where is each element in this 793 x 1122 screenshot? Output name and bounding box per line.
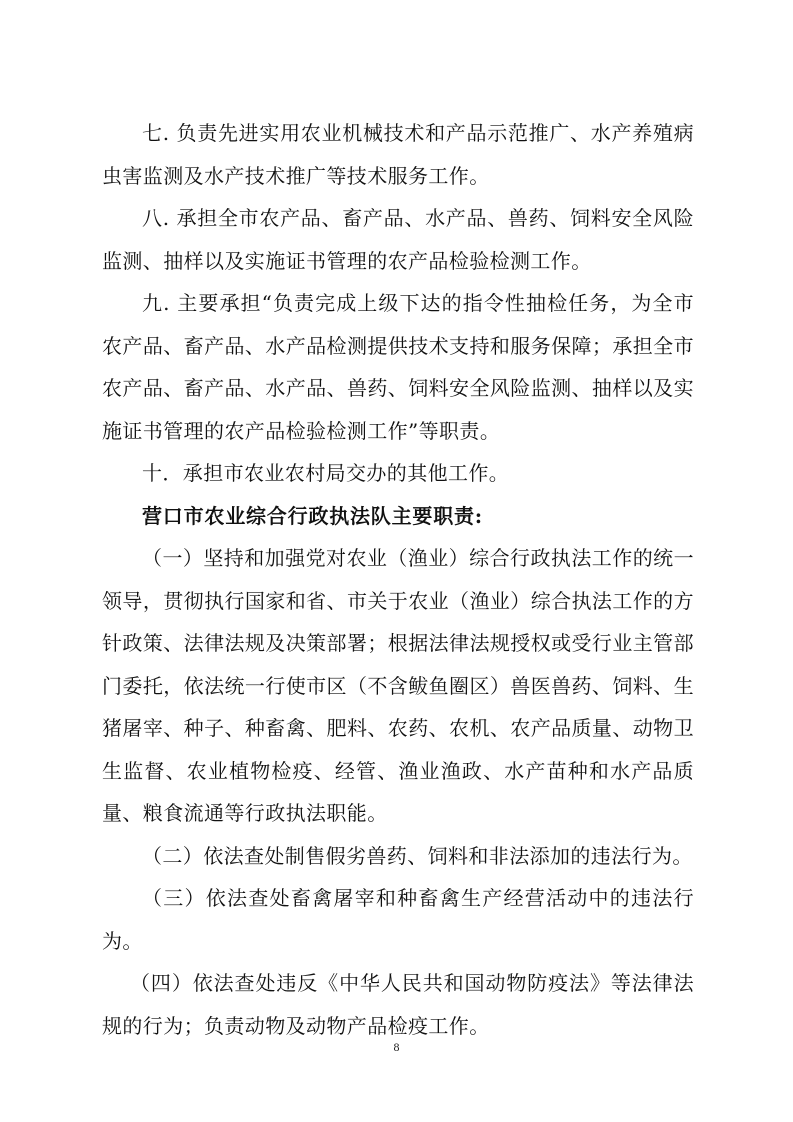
paragraph-item-9: 九. 主要承担“负责完成上级下达的指令性抽检任务，为全市农产品、畜产品、水产品检测提供技术支持和服务保障；承担全市农产品、畜产品、水产品、兽药、饲料安全风险监测、抽样以及实施证书管理的农产品检验检测工作”等职责。 xyxy=(102,291,694,443)
paragraph-item-8: 八. 承担全市农产品、畜产品、水产品、兽药、饲料安全风险监测、抽样以及实施证书管理的农产品检验检测工作。 xyxy=(102,206,694,273)
section-heading: 营口市农业综合行政执法队主要职责: xyxy=(142,503,483,528)
body-text xyxy=(102,112,694,1047)
duty-item-1: （一）坚持和加强党对农业（渔业）综合行政执法工作的统一领导，贯彻执行国家和省、市关于农业（渔业）综合执法工作的方针政策、法律法规及决策部署；根据法律法规授权或受行业主管部门委托，依法统一行使市区（不含鲅鱼圈区）兽医兽药、饲料、生猪屠宰、种子、种畜禽、肥料、农药、农机、农产品质量、动物卫生监督、农业植物检疫、经管、渔业渔政、水产苗种和水产品质量、粮食流通等行政执法职能。 xyxy=(102,546,694,825)
duty-item-4: （四）依法查处违反《中华人民共和国动物防疫法》等法律法规的行为；负责动物及动物产品检疫工作。 xyxy=(102,971,694,1038)
duty-item-2: （二）依法查处制售假劣兽药、饲料和非法添加的违法行为。 xyxy=(142,843,693,868)
paragraph-item-10: 十．承担市农业农村局交办的其他工作。 xyxy=(142,461,510,485)
paragraph-item-7: 七. 负责先进实用农业机械技术和产品示范推广、水产养殖病虫害监测及水产技术推广等技术服务工作。 xyxy=(102,121,694,188)
duty-item-3: （三）依法查处畜禽屠宰和种畜禽生产经营活动中的违法行为。 xyxy=(102,886,694,953)
page-number: 8 xyxy=(393,1040,400,1054)
